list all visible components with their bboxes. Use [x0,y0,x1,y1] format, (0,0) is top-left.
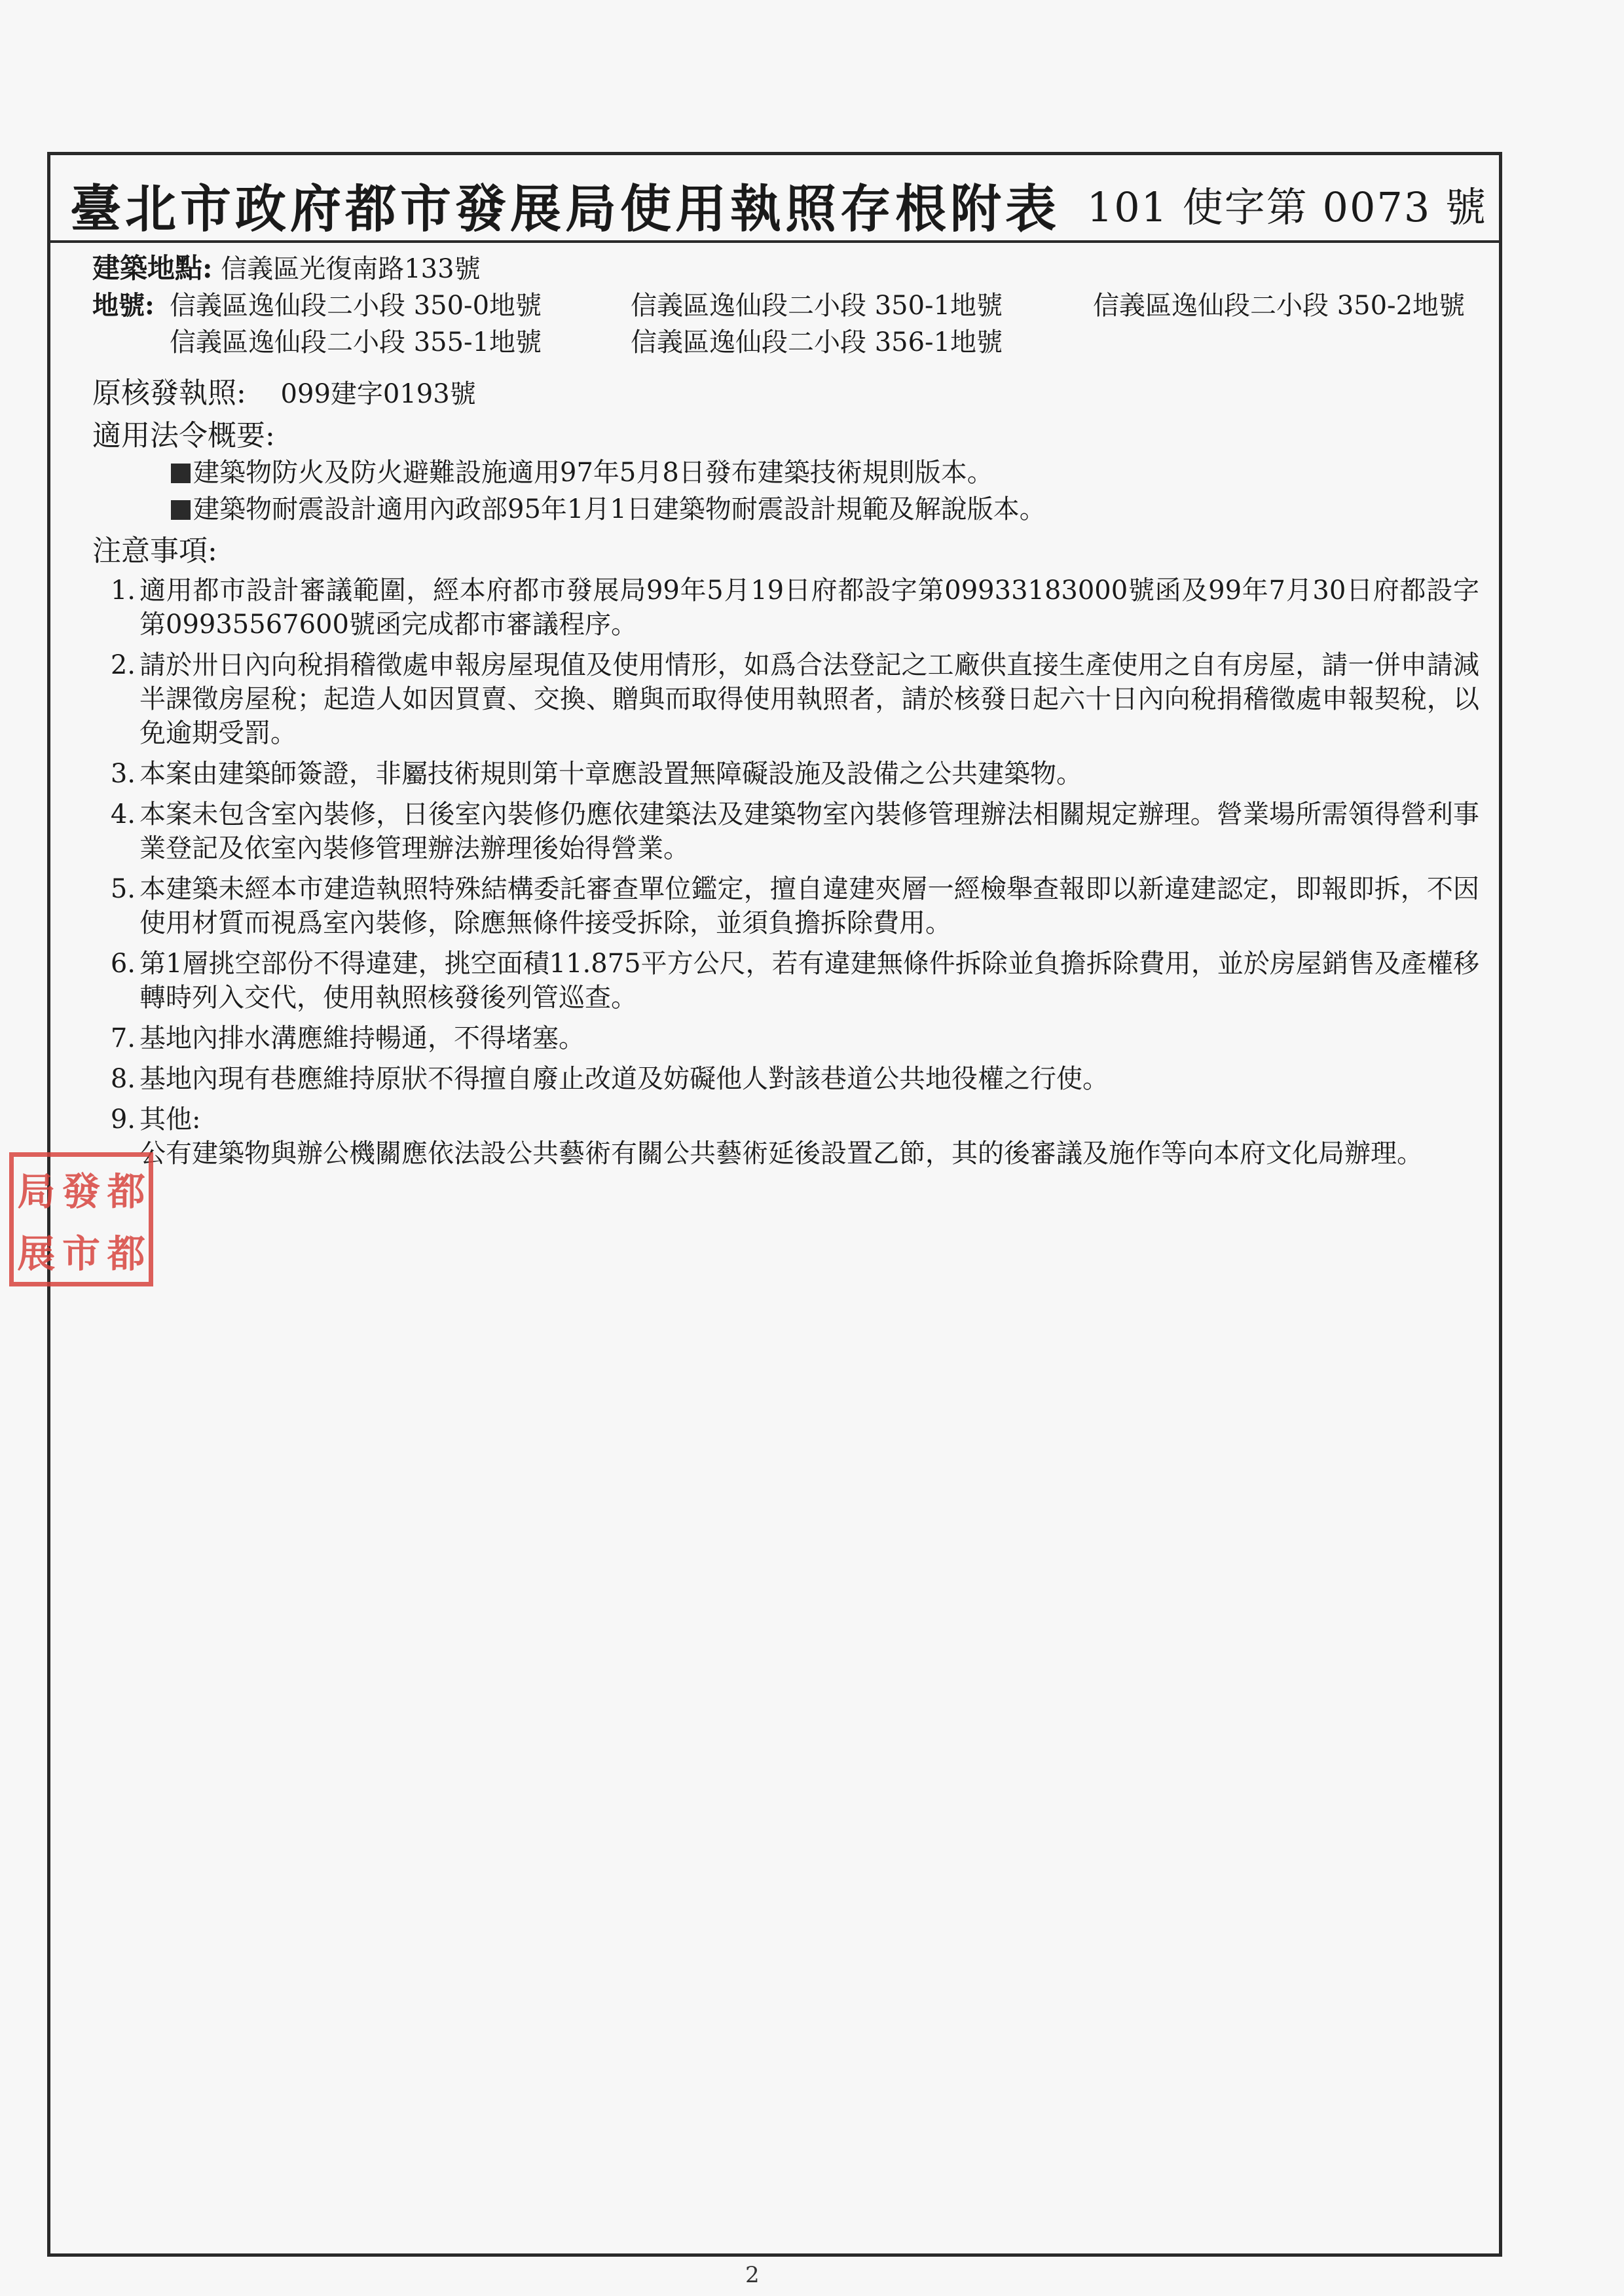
note-number: 9. [110,1104,136,1135]
note-other-detail: 公有建築物與辦公機關應依法設公共藝術有關公共藝術延後設置乙節，其的後審議及施作等向本府文化局辦理。 [139,1139,1423,1169]
note-number: 3. [110,759,136,789]
note-text: 本建築未經本市建造執照特殊結構委託審查單位鑑定，擅自違建夾層一經檢舉查報即以新違建認定，即報即拆，不因使用材質而視爲室內裝修，除應無條件接受拆除，並須負擔拆除費用。 [139,874,1479,938]
seal-char: 都 [107,1231,145,1277]
note-text: 基地內現有巷應維持原狀不得擅自廢止改道及妨礙他人對該巷道公共地役權之行使。 [139,1064,1109,1094]
note-number: 7. [110,1023,136,1053]
original-permit-value: 099建字0193號 [280,379,476,409]
note-text: 請於卅日內向稅捐稽徵處申報房屋現值及使用情形，如爲合法登記之工廠供直接生產使用之自有房屋，請一併申請減半課徵房屋稅；起造人如因買賣、交換、贈與而取得使用執照者，請於核發日起六十日內向稅捐稽徵處申報契稅，以免逾期受罰。 [139,650,1479,748]
site-value: 信義區光復南路133號 [221,254,481,284]
note-item [92,1102,1479,1137]
note-text: 第1層挑空部份不得違建，挑空面積11.875平方公尺，若有違建無條件拆除並負擔拆除費用，並於房屋銷售及產權移轉時列入交代，使用執照核發後列管巡查。 [139,949,1479,1013]
notes-list [92,574,1479,1171]
laws-heading: 適用法令概要: [92,419,275,452]
official-seal-stamp [9,1152,153,1286]
seal-char: 發 [62,1169,100,1214]
lot-item: 信義區逸仙段二小段 356-1地號 [631,327,1003,357]
law-item [92,454,1479,491]
note-number: 8. [110,1064,136,1094]
law-text: 建築物耐震設計適用內政部95年1月1日建築物耐震設計規範及解說版本。 [193,494,1046,524]
note-number: 5. [110,874,136,904]
seal-char: 展 [17,1231,56,1277]
seal-char: 局 [17,1169,56,1214]
law-text: 建築物防火及防火避難設施適用97年5月8日發布建築技術規則版本。 [193,458,993,488]
note-item [92,574,1479,642]
note-item [92,1062,1479,1096]
note-item [92,648,1479,750]
note-number: 4. [110,799,136,829]
lot-item: 信義區逸仙段二小段 350-2地號 [1093,291,1466,321]
title-row [50,155,1499,243]
note-number: 1. [110,575,136,606]
note-number: 2. [110,650,136,680]
note-item [92,797,1479,866]
note-text: 本案由建築師簽證，非屬技術規則第十章應設置無障礙設施及設備之公共建築物。 [139,759,1082,789]
lot-item: 信義區逸仙段二小段 355-1地號 [170,327,542,357]
seal-char: 市 [62,1231,100,1277]
original-permit-row [92,375,1479,412]
page-number: 2 [745,2262,760,2288]
note-item [92,947,1479,1015]
bullet-square-icon [171,500,191,520]
note-number: 6. [110,949,136,979]
note-text: 其他: [139,1104,201,1135]
note-text: 本案未包含室內裝修，日後室內裝修仍應依建築法及建築物室內裝修管理辦法相關規定辦理。營業場所需領得營利事業登記及依室內裝修管理辦法辦理後始得營業。 [139,799,1479,864]
note-item [92,872,1479,940]
note-item [92,1021,1479,1055]
document-frame [47,152,1502,2257]
note-item [92,757,1479,791]
document-title: 臺北市政府都市發展局使用執照存根附表 [70,179,1061,239]
law-item [92,491,1479,528]
original-permit-label: 原核發執照: [92,376,246,410]
site-row [92,250,1479,287]
notes-heading: 注意事項: [92,534,217,568]
lot-grid [92,287,1479,361]
lot-item: 信義區逸仙段二小段 350-0地號 [170,291,542,321]
lot-item: 信義區逸仙段二小段 350-1地號 [631,291,1003,321]
note-text: 基地內排水溝應維持暢通，不得堵塞。 [139,1023,585,1053]
site-label: 建築地點: [92,252,213,284]
note-text: 適用都市設計審議範圍，經本府都市發展局99年5月19日府都設字第09933183000號函及99年7月30日府都設字第09935567600號函完成都市審議程序。 [139,575,1479,640]
document-content [92,250,1479,1171]
lots-label: 地號: [92,290,155,321]
seal-char: 都 [107,1169,145,1214]
bullet-square-icon [171,464,191,483]
document-number: 101 使字第 0073 號 [1086,183,1487,231]
